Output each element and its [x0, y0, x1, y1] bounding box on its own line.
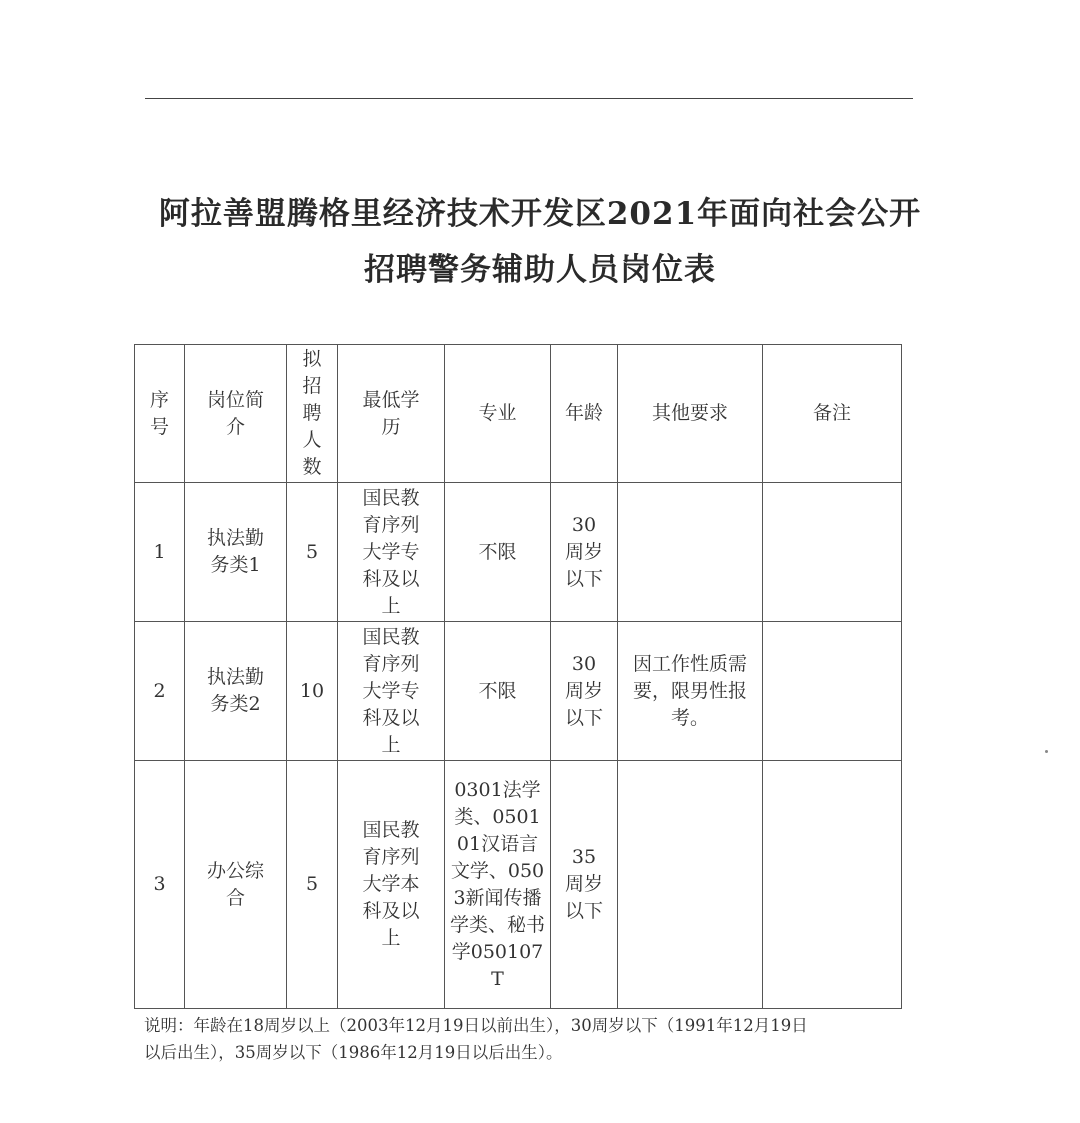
cell-seq: 2 — [135, 622, 185, 761]
cell-education: 国民教育序列大学专科及以上 — [338, 483, 445, 622]
header-remarks: 备注 — [763, 345, 902, 483]
cell-other — [618, 761, 763, 1009]
cell-age: 30周岁以下 — [551, 622, 618, 761]
cell-education: 国民教育序列大学专科及以上 — [338, 622, 445, 761]
scan-speck — [1045, 750, 1048, 753]
header-education: 最低学历 — [338, 345, 445, 483]
footnote — [144, 1012, 904, 1066]
cell-count: 10 — [287, 622, 338, 761]
document-title-line-1: 阿拉善盟腾格里经济技术开发区2021年面向社会公开 — [158, 196, 922, 232]
positions-table — [134, 344, 902, 1009]
cell-major: 0301法学类、050101汉语言文学、0503新闻传播学类、秘书学050107T — [445, 761, 551, 1009]
header-major: 专业 — [445, 345, 551, 483]
cell-age: 35周岁以下 — [551, 761, 618, 1009]
cell-remarks — [763, 761, 902, 1009]
cell-position: 办公综合 — [185, 761, 287, 1009]
cell-major: 不限 — [445, 622, 551, 761]
footnote-line-2: 以后出生），35周岁以下（1986年12月19日以后出生）。 — [144, 1043, 563, 1062]
header-age: 年龄 — [551, 345, 618, 483]
cell-remarks — [763, 483, 902, 622]
cell-seq: 3 — [135, 761, 185, 1009]
footnote-line-1: 说明：年龄在18周岁以上（2003年12月19日以前出生），30周岁以下（1991年12月19日 — [144, 1016, 808, 1035]
header-position: 岗位简介 — [185, 345, 287, 483]
cell-major: 不限 — [445, 483, 551, 622]
header-seq: 序号 — [135, 345, 185, 483]
header-count: 拟招聘人数 — [287, 345, 338, 483]
table-row — [135, 622, 902, 761]
table-row — [135, 483, 902, 622]
cell-remarks — [763, 622, 902, 761]
cell-education: 国民教育序列大学本科及以上 — [338, 761, 445, 1009]
cell-other — [618, 483, 763, 622]
table-header-row — [135, 345, 902, 483]
cell-position: 执法勤务类2 — [185, 622, 287, 761]
table-row — [135, 761, 902, 1009]
cell-seq: 1 — [135, 483, 185, 622]
cell-count: 5 — [287, 761, 338, 1009]
header-other: 其他要求 — [618, 345, 763, 483]
document-title-line-2: 招聘警务辅助人员岗位表 — [364, 252, 716, 288]
cell-count: 5 — [287, 483, 338, 622]
cell-age: 30周岁以下 — [551, 483, 618, 622]
cell-other: 因工作性质需要，限男性报考。 — [618, 622, 763, 761]
cell-position: 执法勤务类1 — [185, 483, 287, 622]
header-rule — [145, 98, 913, 99]
